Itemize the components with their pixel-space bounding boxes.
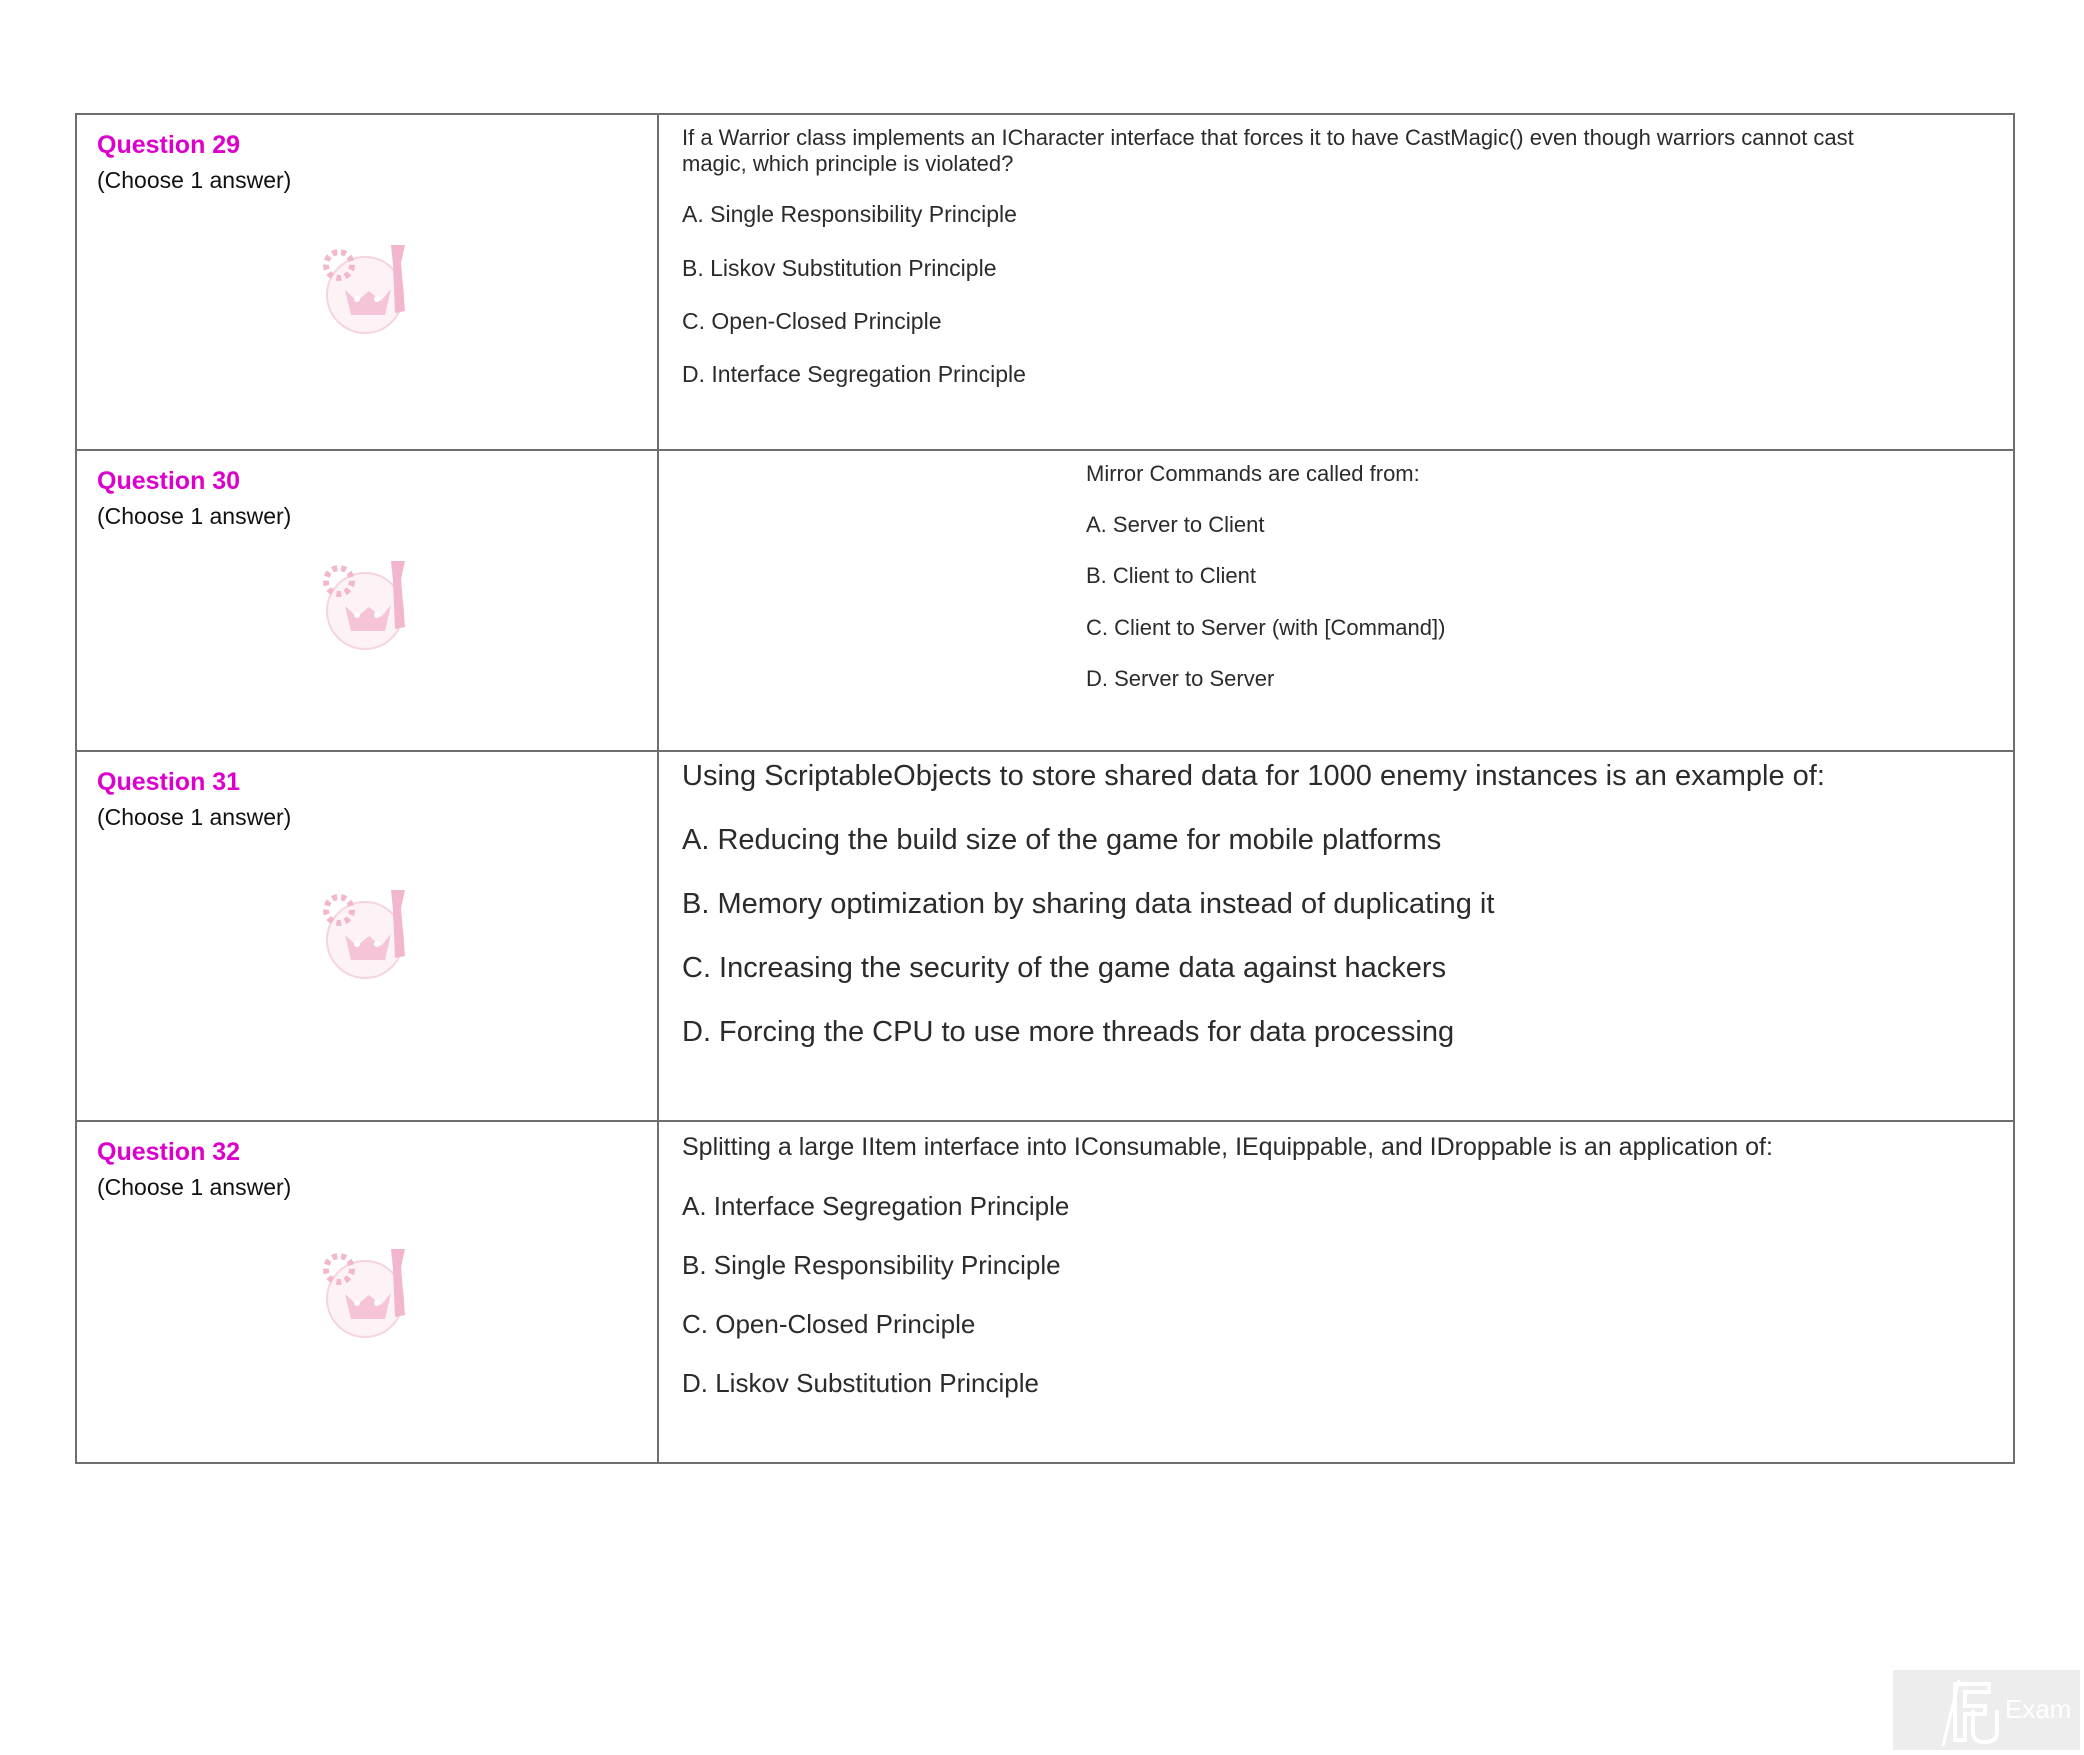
mascot-watermark-icon (313, 1239, 423, 1349)
question-table (75, 113, 2015, 1464)
question-number: Question 31 (97, 768, 241, 796)
question-header-cell (76, 1121, 658, 1463)
question-row (76, 751, 2014, 1121)
answer-count-hint: (Choose 1 answer) (97, 1174, 292, 1200)
answer-option[interactable]: B. Memory optimization by sharing data instead of duplicating it (682, 888, 1495, 920)
answer-option[interactable]: B. Single Responsibility Principle (682, 1250, 1061, 1280)
question-prompt: If a Warrior class implements an ICharacter interface that forces it to have CastMagic() even though warriors cannot cast magic, which principle is violated? (682, 125, 1854, 176)
question-prompt: Mirror Commands are called from: (1086, 461, 1420, 486)
fu-exam-logo-icon (1893, 1670, 2080, 1750)
answer-option[interactable]: C. Open-Closed Principle (682, 308, 942, 334)
question-prompt: Splitting a large IItem interface into IConsumable, IEquippable, and IDroppable is an application of: (682, 1133, 1773, 1161)
answer-option[interactable]: D. Forcing the CPU to use more threads for data processing (682, 1016, 1455, 1048)
question-row (76, 450, 2014, 751)
answer-option[interactable]: B. Liskov Substitution Principle (682, 255, 997, 281)
answer-count-hint: (Choose 1 answer) (97, 804, 292, 830)
answer-option[interactable]: D. Server to Server (1086, 666, 1275, 691)
question-number: Question 32 (97, 1138, 241, 1166)
question-header-cell (76, 450, 658, 751)
answer-count-hint: (Choose 1 answer) (97, 167, 292, 193)
answer-option[interactable]: A. Interface Segregation Principle (682, 1191, 1070, 1221)
question-number: Question 30 (97, 467, 241, 495)
answer-option[interactable]: C. Open-Closed Principle (682, 1309, 976, 1339)
answer-count-hint: (Choose 1 answer) (97, 503, 292, 529)
answer-option[interactable]: D. Interface Segregation Principle (682, 361, 1026, 387)
question-body-cell (658, 450, 2014, 751)
mascot-watermark-icon (313, 551, 423, 661)
mascot-watermark-icon (313, 235, 423, 345)
answer-option[interactable]: D. Liskov Substitution Principle (682, 1368, 1039, 1398)
question-body-cell (658, 751, 2014, 1121)
question-row (76, 1121, 2014, 1463)
answer-option[interactable]: A. Server to Client (1086, 512, 1265, 537)
answer-option[interactable]: B. Client to Client (1086, 563, 1256, 588)
answer-option[interactable]: C. Client to Server (with [Command]) (1086, 615, 1446, 640)
question-prompt: Using ScriptableObjects to store shared data for 1000 enemy instances is an example of: (682, 760, 1825, 792)
question-row (76, 114, 2014, 450)
mascot-watermark-icon (313, 880, 423, 990)
answer-option[interactable]: A. Single Responsibility Principle (682, 201, 1017, 227)
question-header-cell (76, 114, 658, 450)
answer-option[interactable]: C. Increasing the security of the game data against hackers (682, 952, 1447, 984)
question-header-cell (76, 751, 658, 1121)
question-body-cell (658, 1121, 2014, 1463)
svg-text:Exam: Exam (2005, 1694, 2072, 1724)
answer-option[interactable]: A. Reducing the build size of the game for mobile platforms (682, 824, 1442, 856)
question-number: Question 29 (97, 131, 241, 159)
question-body-cell (658, 114, 2014, 450)
